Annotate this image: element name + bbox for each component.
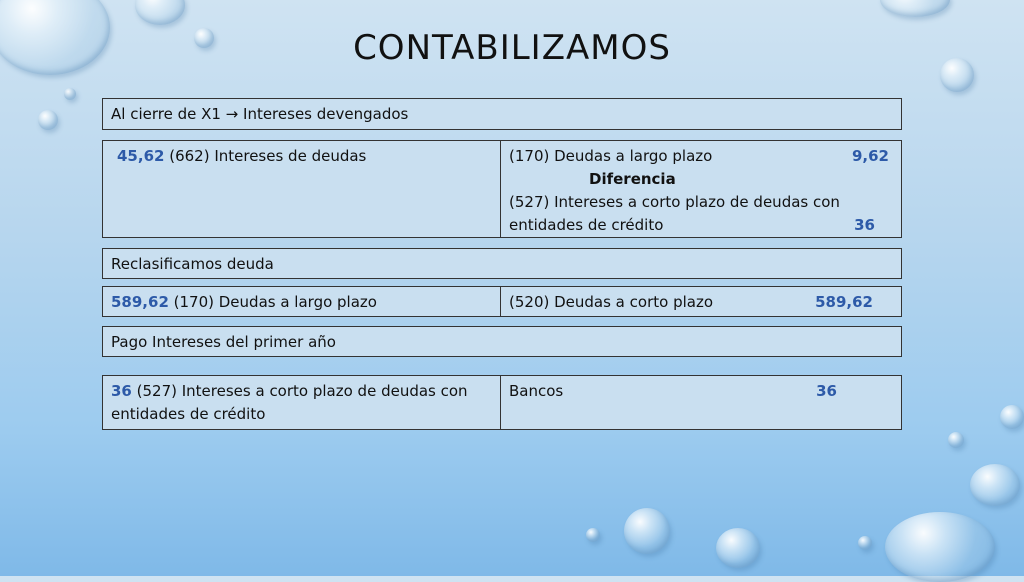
debit-account: (170) Deudas a largo plazo [168,293,377,311]
debit-account: (527) Intereses a corto plazo de deudas con [131,382,468,400]
credit-account: (170) Deudas a largo plazo [509,147,713,165]
water-drop-decoration [948,432,964,448]
section-header-interest-payment [102,326,902,357]
debit-account: (662) Intereses de deudas [164,147,367,165]
credit-amount: 36 [816,382,837,400]
debit-column [103,287,501,316]
debit-column [103,376,501,429]
credit-line [509,145,893,168]
water-drop-decoration [624,508,670,554]
water-drop-decoration [38,110,58,130]
section-header-accrual [102,98,902,130]
debit-amount: 36 [111,382,132,400]
debit-column [103,141,501,237]
credit-amount: 9,62 [851,147,889,165]
debit-amount: 45,62 [117,147,165,165]
credit-column [501,287,901,316]
credit-amount: 589,62 [815,293,873,311]
debit-amount: 589,62 [111,293,169,311]
debit-account-line: entidades de crédito [111,405,266,423]
water-drop-decoration [586,528,600,542]
credit-account: Bancos [509,382,564,400]
section-header-text: Al cierre de X1 → Intereses devengados [111,105,409,123]
credit-column [501,376,901,429]
journal-entry-accrual [102,140,902,238]
water-drop-decoration [64,88,76,100]
journal-entry-interest-payment [102,375,902,430]
section-header-text: Reclasificamos deuda [111,255,274,273]
section-header-reclassification [102,248,902,279]
page-title: CONTABILIZAMOS [353,28,671,68]
credit-line [509,214,893,237]
credit-amount: 36 [854,216,875,234]
journal-entry-reclassification [102,286,902,317]
credit-column [501,141,901,237]
water-drop-decoration [858,536,872,550]
water-drop-decoration [135,0,185,25]
credit-account: entidades de crédito [509,216,664,234]
credit-line [509,380,893,403]
water-drop-decoration [880,0,950,17]
water-drop-decoration [1000,405,1024,429]
water-drop-decoration [885,512,995,582]
credit-account-line: (527) Intereses a corto plazo de deudas con [509,193,840,211]
credit-account: (520) Deudas a corto plazo [509,293,713,311]
difference-label: Diferencia [589,170,676,188]
section-header-text: Pago Intereses del primer año [111,333,336,351]
water-drop-decoration [970,464,1020,506]
water-drop-decoration [716,528,760,568]
